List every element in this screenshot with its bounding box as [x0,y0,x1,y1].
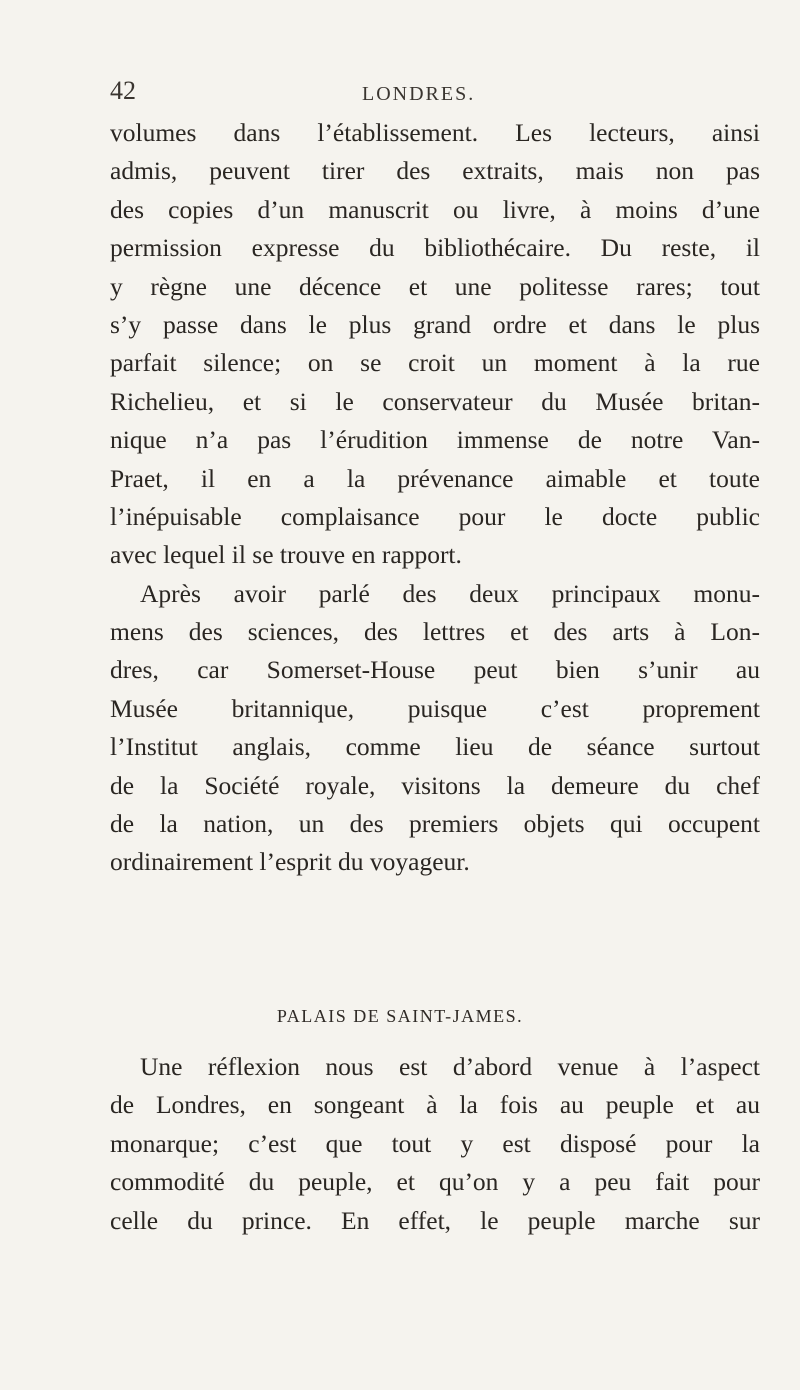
page-number: 42 [110,76,136,105]
text-line: y règne une décence et une politesse rares; tout [110,271,760,301]
body-text [110,114,760,882]
text-line: volumes dans l’établissement. Les lecteurs, ainsi [110,118,760,147]
text-line: ordinairement l’esprit du voyageur. [110,847,470,877]
running-title: LONDRES. [362,83,476,105]
text-line: nique n’a pas l’érudition immense de notre Van- [110,425,760,455]
text-line: des copies d’un manuscrit ou livre, à moins d’une [110,194,760,224]
paragraph-2 [110,575,760,882]
text-line: Musée britannique, puisque c’est proprement [110,693,760,723]
section-heading: PALAIS DE SAINT-JAMES. [276,1006,524,1026]
text-line: admis, peuvent tirer des extraits, mais non pas [110,156,760,186]
body-text-continued [110,1048,760,1240]
running-head [0,76,800,116]
text-line: l’inépuisable complaisance pour le docte public [110,501,760,531]
text-line: avec lequel il se trouve en rapport. [110,540,462,570]
text-line: de la Société royale, visitons la demeure du chef [110,770,760,800]
text-line: s’y passe dans le plus grand ordre et dans le plus [110,309,760,339]
text-line: Une réflexion nous est d’abord venue à l’aspect [140,1052,760,1081]
paragraph-1 [110,114,760,575]
text-line: Praet, il en a la prévenance aimable et toute [110,463,760,493]
text-line: de Londres, en songeant à la fois au peuple et au [110,1090,760,1120]
text-line: parfait silence; on se croit un moment à la rue [110,348,760,378]
text-line: de la nation, un des premiers objets qui occupent [110,809,760,839]
paragraph-3 [110,1048,760,1240]
text-line: celle du prince. En effet, le peuple marche sur [110,1205,760,1235]
text-line: dres, car Somerset-House peut bien s’unir au [110,655,760,685]
text-line: permission expresse du bibliothécaire. Du reste, il [110,233,760,263]
text-line: Après avoir parlé des deux principaux monu- [140,578,760,608]
text-line: commodité du peuple, et qu’on y a peu fait pour [110,1167,760,1197]
text-line: monarque; c’est que tout y est disposé pour la [110,1128,760,1158]
text-line: mens des sciences, des lettres et des arts à Lon- [110,617,760,647]
text-line: Richelieu, et si le conservateur du Musée britan- [110,386,760,416]
text-line: l’Institut anglais, comme lieu de séance surtout [110,732,760,762]
